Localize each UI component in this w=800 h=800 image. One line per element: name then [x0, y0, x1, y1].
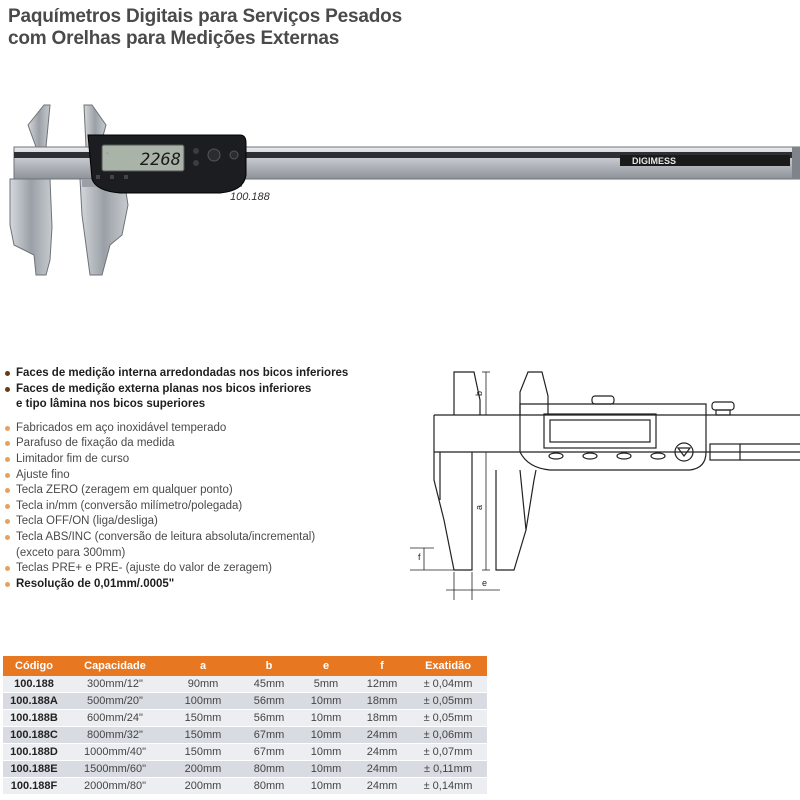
col-header-f: f [355, 656, 409, 676]
label-a: a [474, 504, 484, 510]
beam-end-cap [792, 147, 800, 179]
cell: 100mm [165, 693, 241, 710]
page-title [8, 6, 402, 50]
table-row [3, 710, 487, 727]
col-header-b: b [241, 656, 297, 676]
cell: 1500mm/60" [65, 761, 165, 778]
specifications-table [3, 656, 487, 795]
cell: 150mm [165, 710, 241, 727]
lcd-indicator: ◦ [106, 151, 109, 157]
cell: 24mm [355, 778, 409, 795]
table-row [3, 761, 487, 778]
label-e: e [482, 578, 488, 588]
brand-logo: DIGIMESS [632, 156, 677, 166]
drawing-display [544, 414, 656, 448]
bullet-icon [5, 488, 10, 493]
cell: ± 0,05mm [409, 710, 487, 727]
list-item: Teclas PRE+ e PRE- (ajuste do valor de zeragem) [0, 561, 400, 577]
cell: ± 0,11mm [409, 761, 487, 778]
bullet-icon [5, 566, 10, 571]
list-item: Faces de medição interna arredondadas nos bicos inferiores [0, 366, 400, 382]
col-header-exatidao: Exatidão [409, 656, 487, 676]
label-f: f [418, 552, 421, 562]
list-item: Parafuso de fixação da medida [0, 436, 400, 452]
button-1 [96, 175, 100, 179]
cell-code: 100.188F [3, 778, 65, 795]
list-item: Fabricados em aço inoxidável temperado [0, 421, 400, 437]
button-2 [110, 175, 114, 179]
list-item: Resolução de 0,01mm/.0005" [0, 577, 400, 593]
cell: 90mm [165, 676, 241, 693]
list-item: Tecla OFF/ON (liga/desliga) [0, 514, 400, 530]
cell: ± 0,06mm [409, 727, 487, 744]
table-row [3, 676, 487, 693]
technical-drawing [410, 360, 800, 610]
title-line-2: com Orelhas para Medições Externas [8, 28, 340, 49]
model-label: 100.188 [230, 191, 270, 203]
cell: 150mm [165, 744, 241, 761]
caliper-photo [0, 95, 800, 290]
list-item: e tipo lâmina nos bicos superiores [16, 398, 206, 411]
cell: 24mm [355, 744, 409, 761]
cell: 500mm/20" [65, 693, 165, 710]
cell-code: 100.188D [3, 744, 65, 761]
button-mode [193, 160, 199, 166]
cell-code: 100.188 [3, 676, 65, 693]
cell: 56mm [241, 693, 297, 710]
cell: 150mm [165, 727, 241, 744]
table-row [3, 778, 487, 795]
cell: 1000mm/40" [65, 744, 165, 761]
table-row [3, 727, 487, 744]
cell: 10mm [297, 710, 355, 727]
cell: ± 0,07mm [409, 744, 487, 761]
bullet-icon [5, 535, 10, 540]
list-item: Tecla ABS/INC (conversão de leitura absoluta/incremental) [0, 530, 400, 546]
cell: 2000mm/80" [65, 778, 165, 795]
bullet-icon [5, 387, 10, 392]
bullet-icon [5, 441, 10, 446]
drawing-knob-1 [592, 396, 614, 404]
cell: ± 0,05mm [409, 693, 487, 710]
thumb-wheel [230, 151, 238, 159]
list-item: Ajuste fino [0, 468, 400, 484]
cell: 5mm [297, 676, 355, 693]
list-item: Tecla in/mm (conversão milímetro/polegada) [0, 499, 400, 515]
cell: 10mm [297, 727, 355, 744]
cell: 12mm [355, 676, 409, 693]
bullet-icon [5, 504, 10, 509]
list-item: Limitador fim de curso [0, 452, 400, 468]
cell: 67mm [241, 744, 297, 761]
cell: 10mm [297, 778, 355, 795]
col-header-capacidade: Capacidade [65, 656, 165, 676]
bullet-icon [5, 519, 10, 524]
lcd-value: 2268 [140, 150, 181, 170]
bullet-icon [5, 582, 10, 587]
button-3 [124, 175, 128, 179]
lower-fixed-jaw [10, 179, 52, 275]
upper-fixed-jaw [28, 105, 50, 147]
bullet-icon [5, 457, 10, 462]
drawing-knob-2 [712, 402, 734, 410]
cell: ± 0,04mm [409, 676, 487, 693]
cell: 45mm [241, 676, 297, 693]
cell: 67mm [241, 727, 297, 744]
title-line-1: Paquímetros Digitais para Serviços Pesados [8, 6, 402, 27]
knob [208, 149, 220, 161]
col-header-codigo: Código [3, 656, 65, 676]
cell: 10mm [297, 761, 355, 778]
cell: 10mm [297, 744, 355, 761]
cell: 10mm [297, 693, 355, 710]
features-list [0, 366, 400, 592]
table-row [3, 693, 487, 710]
col-header-e: e [297, 656, 355, 676]
table-row [3, 744, 487, 761]
label-b: b [474, 390, 484, 396]
list-item: Tecla ZERO (zeragem em qualquer ponto) [0, 483, 400, 499]
drawing-upper-sliding-jaw [520, 372, 548, 415]
cell-code: 100.188B [3, 710, 65, 727]
cell: 80mm [241, 761, 297, 778]
bullet-icon [5, 371, 10, 376]
bullet-icon [5, 473, 10, 478]
cell: 18mm [355, 710, 409, 727]
cell: 200mm [165, 761, 241, 778]
cell: 200mm [165, 778, 241, 795]
cell: 800mm/32" [65, 727, 165, 744]
button-zero [193, 148, 199, 154]
cell-code: 100.188C [3, 727, 65, 744]
cell: 24mm [355, 727, 409, 744]
cell: 300mm/12" [65, 676, 165, 693]
bullet-icon [5, 426, 10, 431]
drawing-lower-sliding-jaw [496, 470, 536, 570]
cell: 24mm [355, 761, 409, 778]
cell: ± 0,14mm [409, 778, 487, 795]
cell-code: 100.188A [3, 693, 65, 710]
table-header-row [3, 656, 487, 676]
cell: 80mm [241, 778, 297, 795]
cell: 600mm/24" [65, 710, 165, 727]
list-item: (exceto para 300mm) [16, 546, 126, 559]
cell: 56mm [241, 710, 297, 727]
cell: 18mm [355, 693, 409, 710]
list-item: Faces de medição externa planas nos bicos inferiores [0, 382, 400, 398]
cell-code: 100.188E [3, 761, 65, 778]
col-header-a: a [165, 656, 241, 676]
